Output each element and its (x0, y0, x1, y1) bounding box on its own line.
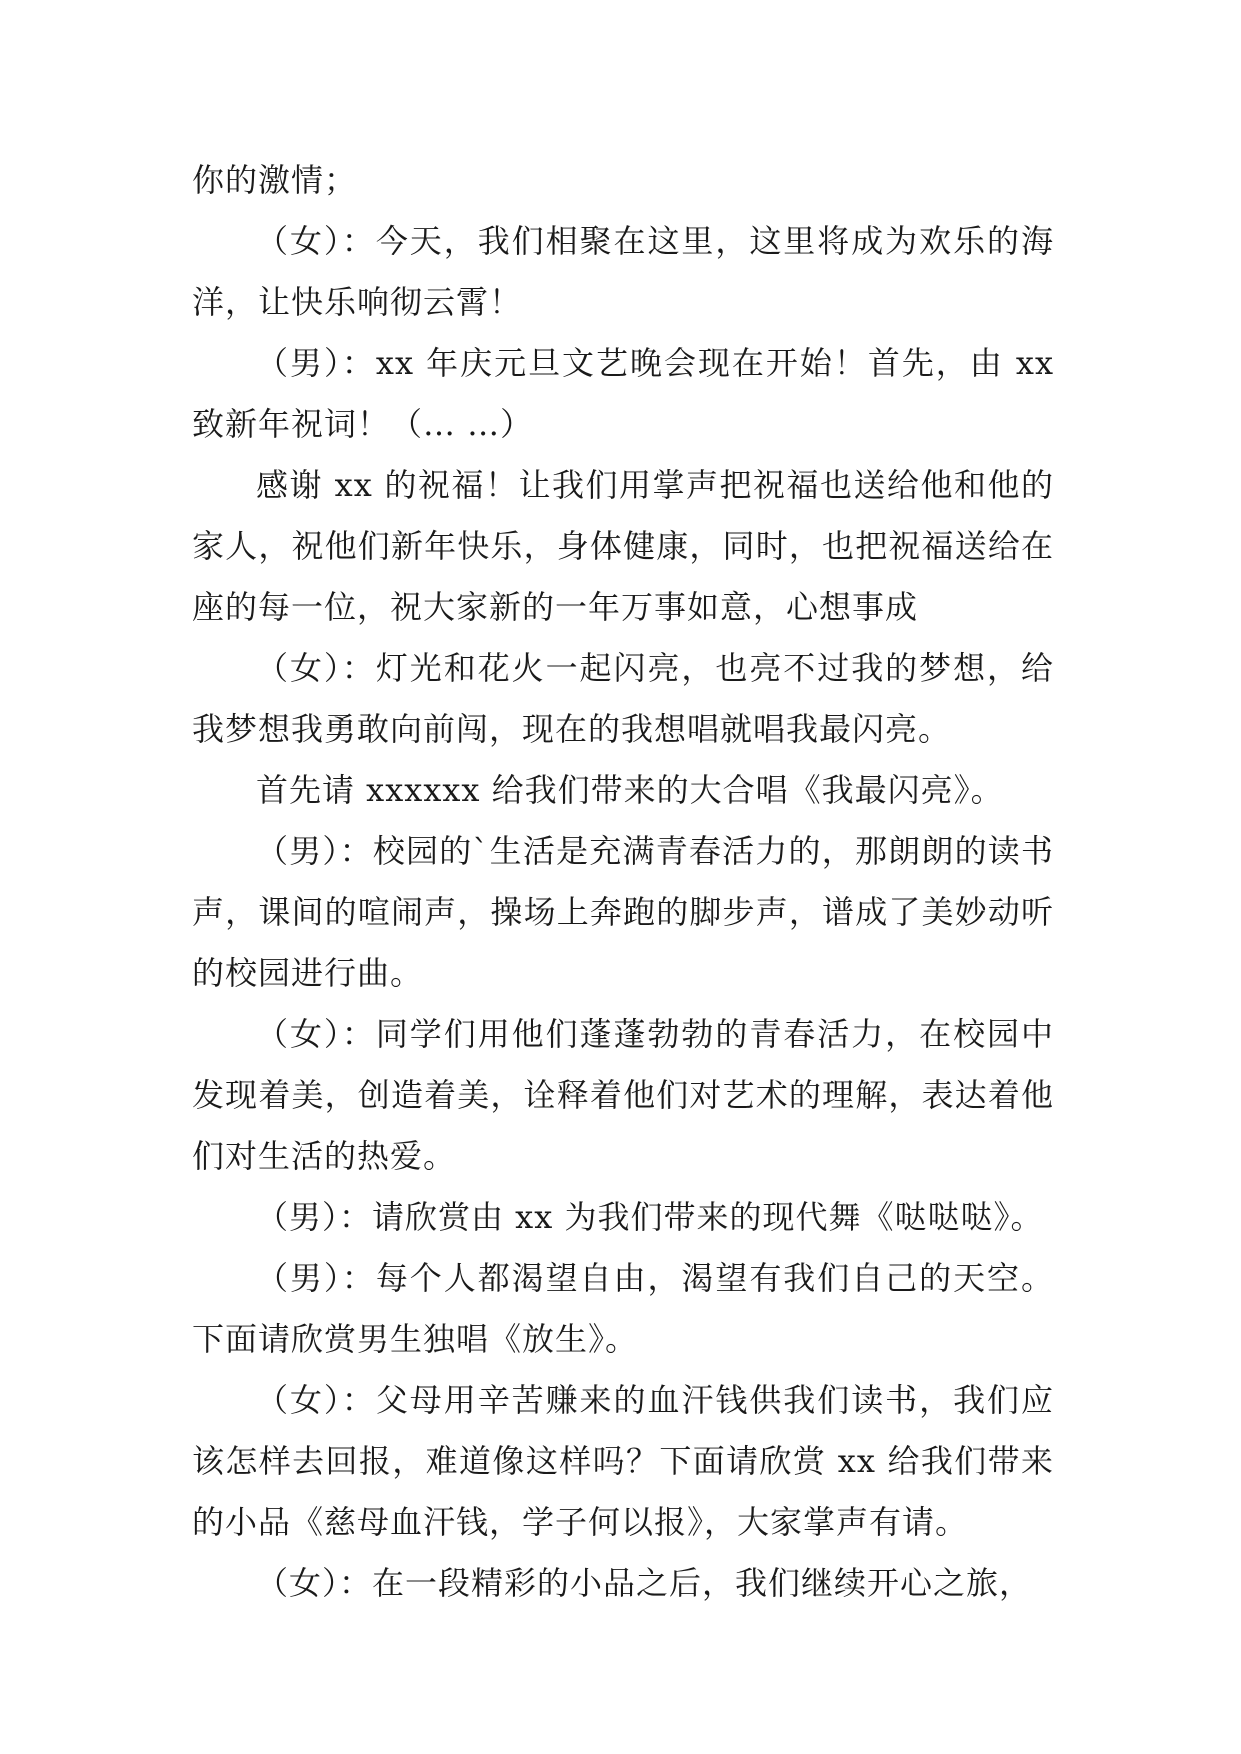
paragraph: （女）：今天，我们相聚在这里，这里将成为欢乐的海洋，让快乐响彻云霄！ (192, 222, 1054, 321)
paragraph: （女）：同学们用他们蓬蓬勃勃的青春活力，在校园中发现着美，创造着美，诠释着他们对艺术的理解，表达着他们对生活的热爱。 (192, 1015, 1054, 1175)
paragraph: 你的激情； (192, 161, 358, 199)
paragraph: 感谢 xx 的祝福！让我们用掌声把祝福也送给他和他的家人，祝他们新年快乐，身体健康，同时，也把祝福送给在座的每一位，祝大家新的一年万事如意，心想事成 (192, 466, 1054, 626)
paragraph: （男）：每个人都渴望自由，渴望有我们自己的天空。下面请欣赏男生独唱《放生》。 (192, 1259, 1054, 1358)
paragraph: （女）：父母用辛苦赚来的血汗钱供我们读书，我们应该怎样去回报，难道像这样吗？下面请欣赏 xx 给我们带来的小品《慈母血汗钱，学子何以报》，大家掌声有请。 (192, 1381, 1054, 1541)
document-body (192, 150, 1054, 1614)
paragraph: （女）：灯光和花火一起闪亮，也亮不过我的梦想，给我梦想我勇敢向前闯，现在的我想唱就唱我最闪亮。 (192, 649, 1054, 748)
paragraph: （男）：xx 年庆元旦文艺晚会现在开始！首先，由 xx 致新年祝词！（… …） (192, 344, 1054, 443)
paragraph: （男）：请欣赏由 xx 为我们带来的现代舞《哒哒哒》。 (256, 1198, 1044, 1236)
paragraph: 首先请 xxxxxx 给我们带来的大合唱《我最闪亮》。 (256, 771, 1004, 809)
paragraph: （男）：校园的`生活是充满青春活力的，那朗朗的读书声，课间的喧闹声，操场上奔跑的脚步声，谱成了美妙动听的校园进行曲。 (192, 832, 1054, 992)
paragraph: （女）：在一段精彩的小品之后，我们继续开心之旅， (256, 1564, 1033, 1602)
